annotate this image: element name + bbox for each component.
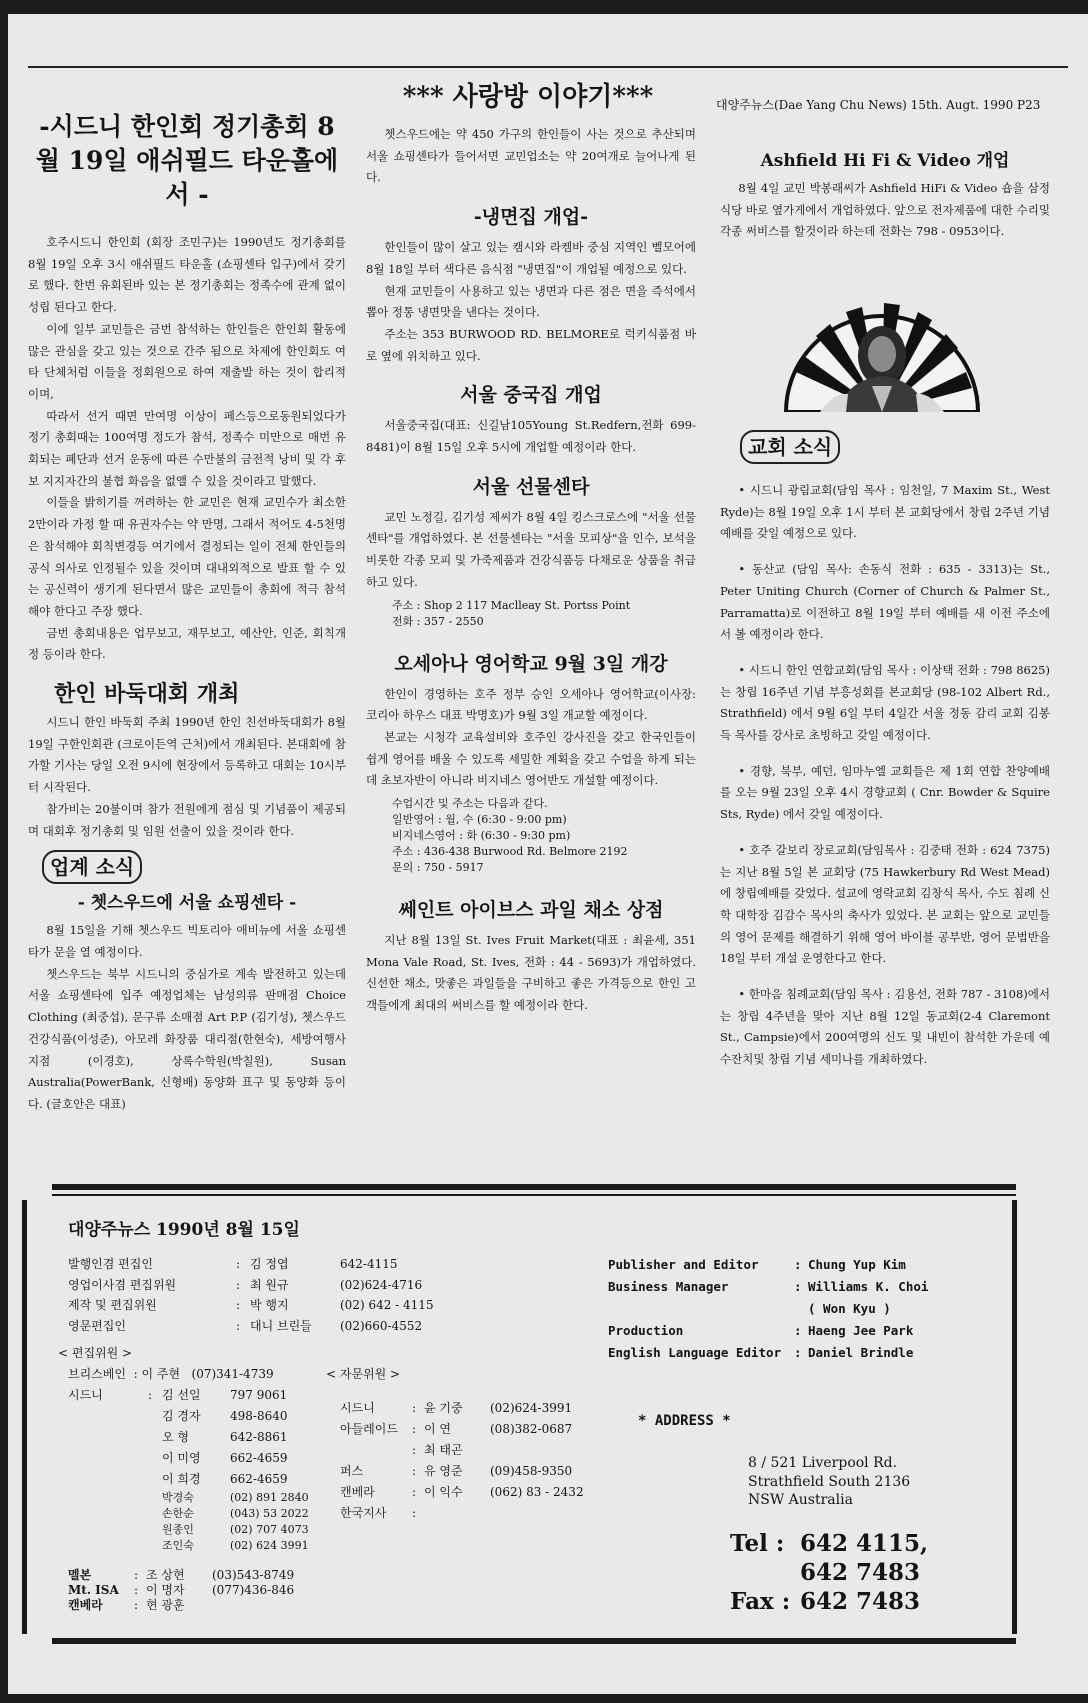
masthead-row [608, 1298, 958, 1320]
info-line: 전화 : 357 - 2550 [392, 614, 484, 628]
english-role: Production [608, 1323, 684, 1338]
article-seoul-shopping [28, 920, 346, 1115]
headline-fruit-shop: 쎄인트 아이브스 과일 채소 상점 [398, 899, 664, 922]
paragraph: • 동산교 (담임 목사: 손동식 전화 : 635 - 3313)는 St., Peter Uniting Church (Corner of Church & Palmer St., Parramatta)로 이전하고 8월 19일 부터 예배를 새 이전 주소에서 볼 예정이라 한다. [720, 562, 1050, 642]
paragraph: 이에 일부 교민들은 금번 참석하는 한인들은 한인회 활동에 많은 관심을 갖고 있는 것으로 간주 됨으로 차제에 한인회도 여타 단체처럼 이들을 정회원으로 하여 재출발 하는 것이 합리적이며, [28, 321, 346, 401]
editor-phone: (02) 891 2840 [230, 1491, 309, 1504]
editor-phone: (02) 624 3991 [230, 1539, 309, 1552]
brisbane-city: 브리스베인 [68, 1367, 126, 1381]
info-line: 주소 : 436-438 Burwood Rd. Belmore 2192 [392, 845, 628, 859]
paragraph: 지난 8월 13일 St. Ives Fruit Market(대표 : 최윤세, 351 Mona Vale Road, St. Ives, 전화 : 44 - 5693)가 개업하였다. 신선한 채소, 맛좋은 과일들을 구비하고 좋은 가격등으로 한인 고객들에게 최대의 써비스를 할 예정이라 한다. [366, 933, 696, 1013]
tel-number-2: 642 7483 [800, 1559, 921, 1586]
editor-phone: (043) 53 2022 [230, 1507, 309, 1520]
church-news-item [720, 984, 1050, 1071]
brisbane-name: 이 주현 [141, 1367, 181, 1381]
tel-label: Tel : [730, 1530, 785, 1557]
church-news-list [720, 480, 1050, 1071]
english-name: Daniel Brindle [808, 1345, 914, 1360]
regional-name: 이 명자 [146, 1583, 185, 1597]
paragraph: 시드니 한인 바둑회 주최 1990년 한인 친선바둑대회가 8월 19일 구한인회관 (크로이든역 근처)에서 개최된다. 본대회에 참가할 기사는 당일 오전 9시에 현장에서 등록하고 대회는 10시부터 시작된다. [28, 715, 346, 795]
paragraph: 한인이 경영하는 호주 정부 승인 오세아나 영어학교(이사장: 코리아 하우스 대표 박명호)가 9월 3일 개교할 예정이다. [366, 686, 696, 723]
regional-phone: (077)436-846 [212, 1583, 295, 1597]
paragraph: 본교는 시청각 교육설비와 호주인 강사진을 갖고 한국인들이 쉽게 영어를 배울 수 있도록 세밀한 계획을 갖고 수업을 하게 되는데 초보자반이 아니라 비지네스 영어반도 개설할 예정이다. [366, 729, 696, 788]
column-left [28, 110, 346, 1116]
colon: : [412, 1464, 417, 1478]
section-label-business-news: 업계 소식 [42, 850, 142, 884]
masthead-row [340, 1482, 610, 1503]
staff-name: 박 행지 [250, 1298, 289, 1312]
address-line: Strathfield South 2136 [748, 1473, 911, 1490]
regional-name: 현 광훈 [146, 1598, 185, 1612]
headline-baduk: 한인 바둑대회 개최 [54, 681, 240, 708]
advisor-city [340, 1440, 412, 1461]
english-name: Williams K. Choi [808, 1279, 929, 1294]
advisor-city: 캔베라 [340, 1485, 375, 1499]
advisor-city: 아들레이드 [340, 1422, 398, 1436]
paragraph: 8월 15일을 기해 쳇스우드 빅토리아 애비뉴에 서울 쇼핑센타가 문을 열 예정이다. [28, 923, 346, 959]
masthead-row [608, 1320, 958, 1342]
regional-city: 멜본 [68, 1568, 92, 1582]
headline-chinese-restaurant: 서울 중국집 개업 [460, 384, 602, 407]
editor-name: 오 형 [162, 1430, 189, 1444]
advisor-phone [490, 1440, 610, 1461]
masthead-row [148, 1406, 340, 1427]
colon: : [236, 1318, 241, 1333]
advisor-phone: (09)458-9350 [490, 1464, 573, 1478]
church-news-item [720, 660, 1050, 747]
editor-phone: (02) 707 4073 [230, 1523, 309, 1536]
colon: : [134, 1598, 139, 1612]
masthead-bottom-rule [52, 1638, 1016, 1644]
advisor-city: 퍼스 [340, 1464, 364, 1478]
paragraph: • 경향, 북부, 예던, 임마누엘 교회들은 제 1회 연합 찬양예배를 오는 9월 23일 오후 4시 경향교회 ( Cnr. Bowder & Squire Sts, Ryde) 에서 갖일 예정이다. [720, 763, 1050, 822]
staff-role: 제작 및 편집위원 [68, 1298, 157, 1312]
paragraph: 한인들이 많이 살고 있는 캠시와 라켐바 중심 지역인 벨모어에 8월 18일 부터 색다른 음식점 "냉면집"이 개업될 예정으로 있다. [366, 240, 696, 276]
editor-phone: 662-4659 [230, 1451, 288, 1465]
masthead-row [68, 1254, 460, 1275]
contact-block [730, 1529, 928, 1616]
colon: : [794, 1345, 802, 1360]
info-line: 비지네스영어 : 화 (6:30 - 9:30 pm) [392, 829, 571, 843]
advisor-name: 유 영준 [424, 1464, 463, 1478]
article-fruit-shop [366, 930, 696, 1017]
english-role: Publisher and Editor [608, 1257, 759, 1272]
masthead-top-rule [52, 1184, 1016, 1190]
brisbane-phone: (07)341-4739 [191, 1367, 274, 1381]
masthead-row [148, 1538, 340, 1554]
masthead-left-border [22, 1200, 27, 1634]
masthead-row [68, 1568, 342, 1583]
masthead-row [68, 1275, 460, 1296]
advisor-name: 이 익수 [424, 1485, 463, 1499]
article-gift-center [366, 507, 696, 594]
article-chatswood-lead: 쳇스우드에는 약 450 가구의 한인들이 사는 것으로 추산되며 서울 쇼핑센타가 들어서면 교민업소는 약 20여개로 늘어나게 된다. [366, 127, 696, 185]
english-name: Chung Yup Kim [808, 1257, 906, 1272]
page-title: *** 사랑방 이야기*** [402, 82, 654, 112]
staff-name: 최 원규 [250, 1277, 289, 1292]
masthead-row [608, 1254, 958, 1276]
editor-phone: 662-4659 [230, 1472, 288, 1486]
masthead-row [148, 1385, 340, 1406]
info-line: 문의 : 750 - 5917 [392, 861, 484, 875]
colon: : [412, 1506, 417, 1520]
staff-phone: 642-4115 [340, 1257, 398, 1271]
masthead-row [608, 1276, 958, 1298]
colon: : [412, 1485, 417, 1499]
masthead-row [148, 1522, 340, 1538]
masthead-row [608, 1342, 958, 1364]
masthead-row [340, 1503, 610, 1524]
advisor-phone: (062) 83 - 2432 [490, 1485, 584, 1499]
article-chinese-restaurant [366, 415, 696, 458]
staff-phone: (02)660-4552 [340, 1318, 423, 1333]
article-english-school [366, 684, 696, 793]
staff-role: 발행인겸 편집인 [68, 1257, 153, 1271]
advisor-name: 최 태곤 [424, 1443, 463, 1457]
paragraph: • 시드니 광림교회(담임 목사 : 임천일, 7 Maxim St., West Ryde)는 8월 19일 오후 1시 부터 본 교회당에서 창립 2주년 기념 예배를 갖일 예정으로 있다. [720, 483, 1050, 541]
paper-info: 대양주뉴스(Dae Yang Chu News) 15th. Augt. 1990 P23 [716, 98, 1041, 112]
colon: : [148, 1388, 153, 1402]
regional-editors [68, 1568, 342, 1613]
paragraph: 따라서 선거 때면 만여명 이상이 페스등으로동원되었다가 정기 총회때는 100여명 정도가 참석, 정족수 미만으로 매번 유회되는 폐단과 선거 운동에 따른 수만불의 금전적 낭비 및 각 후보 지지자간의 불협 화음을 없앨 수 있을 것이라고 말했다. [28, 408, 346, 488]
church-news-item [720, 761, 1050, 826]
english-name: ( Won Kyu ) [808, 1301, 891, 1316]
headline-ashfield-hifi: Ashfield Hi Fi & Video 개업 [760, 151, 1010, 171]
masthead-row [148, 1448, 340, 1469]
masthead-row [340, 1440, 610, 1461]
masthead-row [148, 1427, 340, 1448]
masthead-row [68, 1598, 342, 1613]
article-naengmyeon [366, 237, 696, 367]
article-general-meeting [28, 232, 346, 666]
column-middle [366, 124, 696, 1017]
masthead-right-border [1012, 1200, 1017, 1634]
staff-name: 김 정엽 [250, 1257, 289, 1271]
tel-number-1: 642 4115, [800, 1530, 929, 1557]
paragraph: • 한마음 침례교회(담임 목사 : 김용선, 전화 787 - 3108)에서는 창립 4주년을 맞아 지난 8월 12일 동교회(2-4 Claremont St., Campsie)에서 200여명의 신도 및 내빈이 참석한 가운데 예수잔치및 창립 기념 세미나를 개최하였다. [720, 987, 1050, 1067]
editor-name: 이 희경 [162, 1472, 201, 1486]
paragraph: 참가비는 20불이며 참가 전원에게 점심 및 기념품이 제공되며 대회후 정기총회 및 임원 선출이 있을 것이라 한다. [28, 801, 346, 838]
editor-name: 김 선일 [162, 1388, 201, 1402]
jesus-portrait-image [780, 276, 984, 412]
headline-seoul-shopping: - 쳇스우드에 서울 쇼핑센타 - [77, 893, 297, 914]
colon: : [412, 1443, 417, 1457]
colon: : [412, 1401, 417, 1415]
english-name: Haeng Jee Park [808, 1323, 914, 1338]
advisor-name: 윤 기중 [424, 1401, 463, 1415]
regional-city: 캔베라 [68, 1598, 103, 1612]
advisor-name [424, 1503, 490, 1524]
colon: : [134, 1583, 139, 1597]
paragraph: 8월 4일 교민 박봉래씨가 Ashfield HiFi & Video 숍을 삼정식당 바로 옆가게에서 개업하였다. 앞으로 전자제품에 대한 수리및 각종 써비스를 할것이라 하는데 전화는 798 - 0953이다. [720, 181, 1050, 239]
colon: : [236, 1277, 241, 1292]
article-ashfield-hifi [720, 178, 1050, 243]
church-news-item [720, 840, 1050, 970]
headline-english-school: 오세아나 영어학교 9월 3일 개강 [394, 652, 668, 675]
editor-name: 김 경자 [162, 1409, 201, 1423]
sydney-editors [148, 1385, 340, 1554]
advisor-phone: (08)382-0687 [490, 1422, 573, 1436]
masthead-row [148, 1506, 340, 1522]
editors-label: < 편집위원 > [58, 1346, 133, 1360]
sydney-label: 시드니 [68, 1388, 103, 1402]
paragraph: 서울중국집(대표: 신길남105Young St.Redfern,전화 699-8481)이 8월 15일 오후 5시에 개업할 예정이라 한다. [366, 418, 696, 455]
staff-phone: (02)624-4716 [340, 1277, 423, 1292]
fax-label: Fax : [730, 1588, 791, 1615]
advisor-name: 이 연 [424, 1422, 451, 1436]
colon: : [134, 1568, 139, 1582]
staff-phone: (02) 642 - 4115 [340, 1298, 434, 1312]
advisor-phone [490, 1503, 610, 1524]
colon [794, 1298, 808, 1320]
paragraph: 호주시드니 한인회 (회장 조민구)는 1990년도 정기총회를 8월 19일 오후 3시 애쉬필드 타운홀 (쇼핑센타 입구)에서 갖기로 했다. 한번 유회된바 있는 본 정기총회는 정족수에 관계 없이 성립 된다고 한다. [28, 235, 346, 315]
newspaper-page [8, 14, 1088, 1694]
paragraph: • 시드니 한인 연합교회(담임 목사 : 이상택 전화 : 798 8625) 는 창립 16주년 기념 부흥성회를 본교회당 (98-102 Albert Rd., Strathfield) 에서 9월 6일 부터 4일간 서울 정동 감리 교회 김봉득 목사를 강사로 초빙하고 갖일 예정이다. [720, 662, 1050, 743]
staff-role: 영문편집인 [68, 1318, 126, 1333]
church-news-item [720, 559, 1050, 646]
editor-name: 조인숙 [162, 1539, 194, 1552]
column-right-church [720, 426, 1050, 1071]
info-line: 수업시간 및 주소는 다음과 같다. [392, 797, 548, 811]
editor-phone: 498-8640 [230, 1409, 288, 1423]
paragraph: 이들을 밝히기를 꺼려하는 한 교민은 현재 교민수가 최소한 2만이라 가정 할 때 유권자수는 약 만명, 그래서 적어도 4-5천명은 참석해야 회칙변경등 여기에서 결정되는 일이 전체 한인들의 공식 의사로 인정될수 있을 것이며 대내외적으로 발표 할 수 있는 공신력이 생기게 된다면서 많은 교민들이 총회에 적극 참석해야 한다고 주장 했다. [28, 495, 346, 618]
paragraph: • 호주 갈보리 장로교회(담임목사 : 김중태 전화 : 624 7375)는 지난 8월 5일 본 교회당 (75 Hawkerbury Rd West Mead)에 창립예배를 갖었다. 설교에 영락교회 김창식 목사, 수도 침례 신학 대학장 김감수 목사의 축사가 있었다. 본 교회는 앞으로 교민들의 영어 문제를 해결하기 위해 영어 바이블 공부반, 영어 문법반을 18일 부터 개설 운영한다고 한다. [720, 842, 1050, 966]
regional-phone [212, 1598, 342, 1613]
masthead-row [340, 1398, 610, 1419]
english-role: Business Manager [608, 1279, 729, 1294]
brisbane-editor: 브리스베인 : 이 주현 (07)341-4739 [68, 1367, 274, 1381]
regional-city: Mt. ISA [68, 1583, 119, 1597]
address-label: * ADDRESS * [638, 1413, 731, 1429]
address-line: 8 / 521 Liverpool Rd. [748, 1455, 898, 1471]
staff-name: 대니 브린들 [250, 1318, 312, 1333]
masthead-top-rule-thin [52, 1194, 1016, 1196]
colon: : [794, 1257, 802, 1272]
masthead-row [148, 1490, 340, 1506]
colon: : [794, 1279, 802, 1294]
english-role: English Language Editor [608, 1345, 782, 1360]
info-line: 일반영어 : 월, 수 (6:30 - 9:00 pm) [392, 813, 567, 827]
masthead-row [340, 1461, 610, 1482]
editor-name: 손한순 [162, 1507, 194, 1520]
address-block [748, 1454, 910, 1510]
paragraph: 쳇스우드는 북부 시드니의 중심가로 계속 발전하고 있는데 서울 쇼핑센타에 입주 예정업체는 남성의류 판매점 Choice Clothing (최중섭), 문구류 소매점 Art P.P (김기성), 쳇스우드 건강식품(이성준), 아모레 화장품 대리점(한현숙), 세방여행사 지점 (이경호), 상록수학원(박칠원), Susan Australia(PowerBank, 신형배) 동양화 표구 및 동양화 등이다. (글호안은 대표) [28, 966, 346, 1111]
colon: : [236, 1298, 241, 1312]
advisors-list [340, 1398, 610, 1524]
advisors-label: < 자문위원 > [326, 1367, 401, 1381]
editor-name: 원종인 [162, 1523, 194, 1536]
fax-number: 642 7483 [800, 1588, 921, 1615]
column-right [720, 144, 1050, 243]
masthead-row [68, 1583, 342, 1598]
info-line: 주소 : Shop 2 117 Maclleay St. Portss Point [392, 598, 631, 612]
masthead-row [68, 1316, 460, 1337]
editor-name: 이 미영 [162, 1451, 201, 1465]
english-staff [608, 1254, 958, 1364]
headline-general-meeting: -시드니 한인회 정기총회 8월 19일 애쉬필드 타운홀에서 - [35, 112, 339, 209]
advisor-city: 시드니 [340, 1401, 375, 1415]
english-role [608, 1298, 794, 1320]
staff-role: 영업이사겸 편집위원 [68, 1277, 177, 1292]
colon: : [236, 1257, 241, 1271]
section-label-church-news: 교회 소식 [740, 430, 840, 464]
masthead-row [340, 1419, 610, 1440]
editor-phone: 797 9061 [230, 1388, 288, 1402]
church-news-item [720, 480, 1050, 545]
masthead-staff [68, 1254, 460, 1336]
paragraph: 주소는 353 BURWOOD RD. BELMORE로 럭키식품점 바로 옆에 위치하고 있다. [366, 326, 696, 363]
masthead-row [68, 1295, 460, 1316]
paragraph: 현재 교민들이 사용하고 있는 냉면과 다른 점은 면을 즉석에서 뽑아 정통 냉면맛을 낸다는 것이다. [366, 283, 696, 320]
headline-naengmyeon: -냉면집 개업- [473, 206, 589, 229]
regional-phone: (03)543-8749 [212, 1568, 295, 1582]
address-line: NSW Australia [748, 1492, 853, 1508]
advisor-phone: (02)624-3991 [490, 1401, 573, 1415]
headline-gift-center: 서울 선물센타 [472, 475, 590, 498]
paragraph: 교민 노정길, 김기성 제씨가 8월 4일 킹스크로스에 "서울 선물센타"를 개업하였다. 본 선물센타는 "서울 모피상"을 인수, 보석을 비롯한 각종 모피 및 가죽제품과 건강식품등 다채로운 상품을 취급하고 있다. [366, 509, 696, 589]
advisor-city: 한국지사 [340, 1506, 387, 1520]
english-school-info [392, 796, 696, 876]
colon: : [794, 1323, 802, 1338]
paragraph: 금번 총회내용은 업무보고, 재무보고, 예산안, 인준, 회칙개정 등이라 한다. [28, 625, 346, 662]
top-rule [28, 66, 1068, 68]
colon: : [412, 1422, 417, 1436]
masthead-row [148, 1469, 340, 1490]
gift-center-info [392, 598, 696, 630]
regional-name: 조 상현 [146, 1568, 185, 1582]
editor-name: 박경숙 [162, 1491, 194, 1504]
masthead-title: 대양주뉴스 1990년 8월 15일 [68, 1220, 300, 1240]
editor-phone: 642-8861 [230, 1430, 288, 1444]
article-baduk [28, 712, 346, 842]
